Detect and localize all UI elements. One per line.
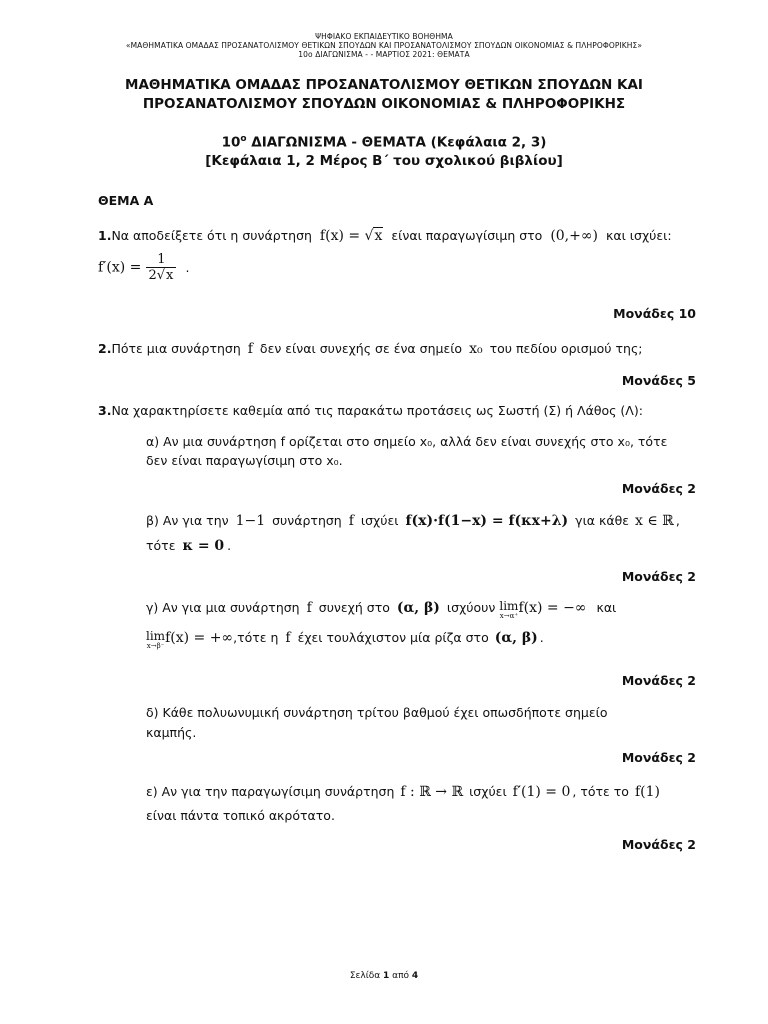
- question-3: 3.Να χαρακτηρίσετε καθεμία από τις παρακάτω προτάσεις ως Σωστή (Σ) ή Λάθος (Λ):: [98, 403, 643, 418]
- q1-fraction: $\frac{1}{2√x}$: [146, 252, 176, 283]
- q3-item-b-line-2: τότε κ = 0 .: [146, 538, 232, 554]
- exam-subtitle: [0, 130, 768, 170]
- q3-item-e: ε) Αν για την παραγωγίσιμη συνάρτηση f : ℝ → ℝ ισχύει f′(1) = 0 , τότε το f(1): [146, 784, 660, 800]
- q3-item-c: γ) Αν για μια συνάρτηση f συνεχή στο (α, β) ισχύουν lim x→α⁺ f(x) = −∞ και: [146, 599, 617, 620]
- q2-marks: Μονάδες 5: [621, 373, 696, 388]
- main-title-line-2: ΠΡΟΣΑΝΑΤΟΛΙΣΜΟΥ ΣΠΟΥΔΩΝ ΟΙΚΟΝΟΜΙΑΣ & ΠΛΗΡΟΦΟΡΙΚΗΣ: [142, 96, 626, 112]
- q1-marks: Μονάδες 10: [613, 306, 696, 321]
- q3-item-a: α) Αν μια συνάρτηση f ορίζεται στο σημείο x₀, αλλά δεν είναι συνεχής στο x₀, τότε δεν είναι παραγωγίσιμη στο x₀.: [146, 434, 668, 468]
- q3a-marks: Μονάδες 2: [621, 481, 696, 496]
- main-title: [0, 76, 768, 114]
- header-line-3: 10ο ΔΙΑΓΩΝΙΣΜΑ - - ΜΑΡΤΙΟΣ 2021: ΘΕΜΑΤΑ: [298, 50, 470, 59]
- main-title-line-1: ΜΑΘΗΜΑΤΙΚΑ ΟΜΑΔΑΣ ΠΡΟΣΑΝΑΤΟΛΙΣΜΟΥ ΘΕΤΙΚΩΝ ΣΠΟΥΔΩΝ ΚΑΙ: [125, 77, 643, 93]
- q1-function: f(x) = √x: [319, 228, 383, 244]
- q3-item-c-line-2: lim x→β⁻ f(x) = +∞,τότε η f έχει τουλάχιστον μία ρίζα στο (α, β) .: [146, 629, 544, 650]
- q1-derivative: f′(x) = $\frac{1}{2√x}$ .: [98, 252, 190, 283]
- q3d-marks: Μονάδες 2: [621, 750, 696, 765]
- section-heading: ΘΕΜΑ Α: [98, 193, 154, 208]
- q3c-marks: Μονάδες 2: [621, 673, 696, 688]
- current-page: 1: [383, 971, 390, 981]
- subtitle-line-2: [Κεφάλαια 1, 2 Μέρος Β΄ του σχολικού βιβλίου]: [205, 152, 563, 169]
- q3e-marks: Μονάδες 2: [621, 837, 696, 852]
- subtitle-line-1: $10^o$ ΔΙΑΓΩΝΙΣΜΑ - ΘΕΜΑΤΑ (Κεφάλαια 2, 3): [221, 134, 547, 151]
- q3-item-e-line-2: είναι πάντα τοπικό ακρότατο.: [146, 808, 335, 823]
- total-pages: 4: [411, 971, 419, 981]
- question-2: 2.Πότε μια συνάρτηση f δεν είναι συνεχής σε ένα σημείο x₀ του πεδίου ορισμού της;: [98, 341, 643, 357]
- q3-item-b: β) Αν για την 1−1 συνάρτηση f ισχύει f(x)·f(1−x) = f(κx+λ) για κάθε x ∈ ℝ ,: [146, 513, 680, 529]
- q3-item-d: δ) Κάθε πολυωνυμική συνάρτηση τρίτου βαθμού έχει οπωσδήποτε σημείο καμπής.: [146, 705, 608, 740]
- page-footer: Σελίδα 1 από 4: [349, 971, 419, 981]
- header-line-2: «ΜΑΘΗΜΑΤΙΚΑ ΟΜΑΔΑΣ ΠΡΟΣΑΝΑΤΟΛΙΣΜΟΥ ΘΕΤΙΚΩΝ ΣΠΟΥΔΩΝ ΚΑΙ ΠΡΟΣΑΝΑΤΟΛΙΣΜΟΥ ΣΠΟΥΔΩΝ ΟΙΚΟΝΟΜΙΑΣ & ΠΛΗΡΟΦΟΡΙΚΗΣ»: [125, 41, 643, 50]
- q3b-marks: Μονάδες 2: [621, 569, 696, 584]
- question-1: 1.Να αποδείξετε ότι η συνάρτηση f(x) = √x είναι παραγωγίσιμη στο (0,+∞) και ισχύει:: [98, 228, 672, 244]
- header-line-1: ΨΗΦΙΑΚΟ ΕΚΠΑΙΔΕΥΤΙΚΟ ΒΟΗΘΗΜΑ: [315, 32, 453, 41]
- document-header: [0, 0, 768, 59]
